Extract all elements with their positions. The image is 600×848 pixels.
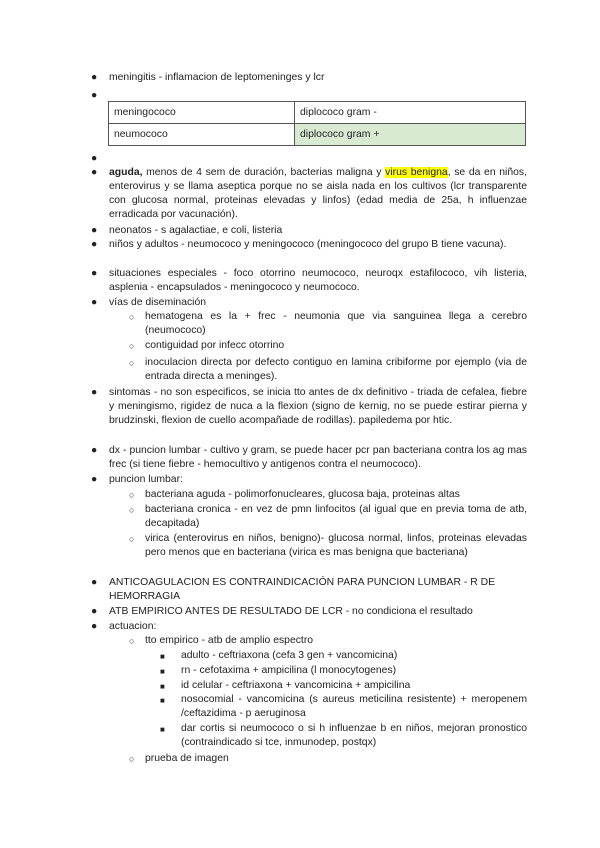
list-item: neonatos - s agalactiae, e coli, listeria [109, 225, 283, 236]
list-item: dar cortis si neumococo o si h influenzae b en niños, mejoran pronostico (contraindicado si tce, inmunodep, postqx) [181, 723, 527, 748]
list-item: id celular - ceftriaxona + vancomicina + ampicilina [181, 680, 411, 691]
bullet-circle: ○ [129, 505, 135, 515]
list-item: virica (enterovirus en niños, benigno)- glucosa normal, linfos, proteinas elevadas pero menos que en bacteriana (virica es mas benigna que bacteriana) [145, 533, 527, 558]
bullet-disc: ● [91, 72, 98, 83]
list-item [109, 166, 527, 222]
list-item: actuacion: [109, 621, 157, 632]
bullet-circle: ○ [129, 358, 135, 368]
list-item: sintomas - no son especificos, se inicia tto antes de dx definitivo - triada de cefalea, fiebre y meningismo, rigidez de nuca a la flexion (signo de kernig, no se puede estirar pierna y brudzinski, flexion de cuello acompañade de rodillas). papiledema por htic. [109, 387, 527, 426]
bullet-disc: ● [91, 90, 98, 101]
bullet-disc: ● [91, 621, 98, 632]
list-item: niños y adultos - neumococo y meningococo (meningococo del grupo B tiene vacuna). [109, 239, 507, 250]
list-item: bacteriana cronica - en vez de pmn linfocitos (al igual que en previa toma de atb, decapitada) [145, 504, 527, 529]
bullet-square: ■ [160, 725, 165, 734]
bullet-square: ■ [160, 696, 165, 705]
list-item: ANTICOAGULACION ES CONTRAINDICACIÓN PARA PUNCION LUMBAR - R DE HEMORRAGIA [109, 577, 496, 602]
list-item: situaciones especiales - foco otorrino neumococo, neuroqx estafilococo, vih listeria, asplenia - encapsulados - meningococo y neumococo. [109, 268, 527, 293]
bullet-circle: ○ [129, 754, 135, 764]
bullet-disc: ● [91, 153, 98, 164]
bacteria-table [108, 101, 526, 146]
table-cell: neumococo [109, 124, 295, 146]
list-item: hematogena es la + frec - neumonia que via sanguinea llega a cerebro (neumococo) [145, 311, 527, 336]
bullet-disc: ● [91, 167, 98, 178]
bullet-circle: ○ [129, 312, 135, 322]
list-item: tto empirico - atb de amplio espectro [145, 635, 314, 646]
table-row [109, 124, 526, 146]
bullet-disc: ● [91, 606, 98, 617]
bullet-disc: ● [91, 239, 98, 250]
bold-term: aguda, [109, 167, 143, 178]
list-item: bacteriana aguda - polimorfonucleares, glucosa baja, proteinas altas [145, 489, 460, 500]
list-item: dx - puncion lumbar - cultivo y gram, se puede hacer pcr pan bacteriana contra los ag mas frec (si tiene fiebre - hemocultivo y antigenos contra el neumococo). [109, 445, 527, 470]
bullet-disc: ● [91, 387, 98, 398]
bullet-square: ■ [160, 682, 165, 691]
bullet-disc: ● [91, 445, 98, 456]
table-row [109, 102, 526, 124]
bullet-disc: ● [91, 474, 98, 485]
list-item: contiguidad por infecc otorrino [145, 340, 285, 351]
bullet-disc: ● [91, 268, 98, 279]
table-cell: diplococo gram - [295, 102, 526, 124]
bullet-circle: ○ [129, 490, 135, 500]
bullet-disc: ● [91, 577, 98, 588]
bullet-circle: ○ [129, 341, 135, 351]
list-item: prueba de imagen [145, 753, 229, 764]
list-item: inoculacion directa por defecto contiguo en lamina cribiforme por ejemplo (via de entrada directa a meninges). [145, 357, 527, 382]
bullet-square: ■ [160, 667, 165, 676]
text-span: menos de 4 sem de duración, bacterias maligna y [142, 167, 386, 178]
list-item: puncion lumbar: [109, 474, 183, 485]
list-item: meningitis - inflamacion de leptomeninges y lcr [109, 72, 325, 83]
list-item: nosocomial - vancomicina (s aureus meticilina resistente) + meropenem /ceftazidima - p aeruginosa [181, 694, 527, 719]
list-item: rn - cefotaxima + ampicilina (l monocytogenes) [181, 665, 397, 676]
highlighted-text: virus benigna [385, 167, 448, 178]
list-item: ATB EMPIRICO ANTES DE RESULTADO DE LCR - no condiciona el resultado [109, 606, 473, 617]
bullet-circle: ○ [129, 534, 135, 544]
bullet-disc: ● [91, 225, 98, 236]
list-item: vías de diseminación [109, 297, 207, 308]
text-span: , se da en niños, enterovirus y se llama aseptica porque no se aisla nada en los cultivos (lcr transparente con glucosa normal, proteinas elevadas y linfos) (edad media de 25a, h influenzae erradicada por vacunación). [109, 167, 527, 220]
bullet-circle: ○ [129, 636, 135, 646]
table-cell: meningococo [109, 102, 295, 124]
bullet-disc: ● [91, 297, 98, 308]
table-cell-highlighted: diplococo gram + [295, 124, 526, 146]
list-item: adulto - ceftriaxona (cefa 3 gen + vancomicina) [181, 650, 398, 661]
bullet-square: ■ [160, 652, 165, 661]
